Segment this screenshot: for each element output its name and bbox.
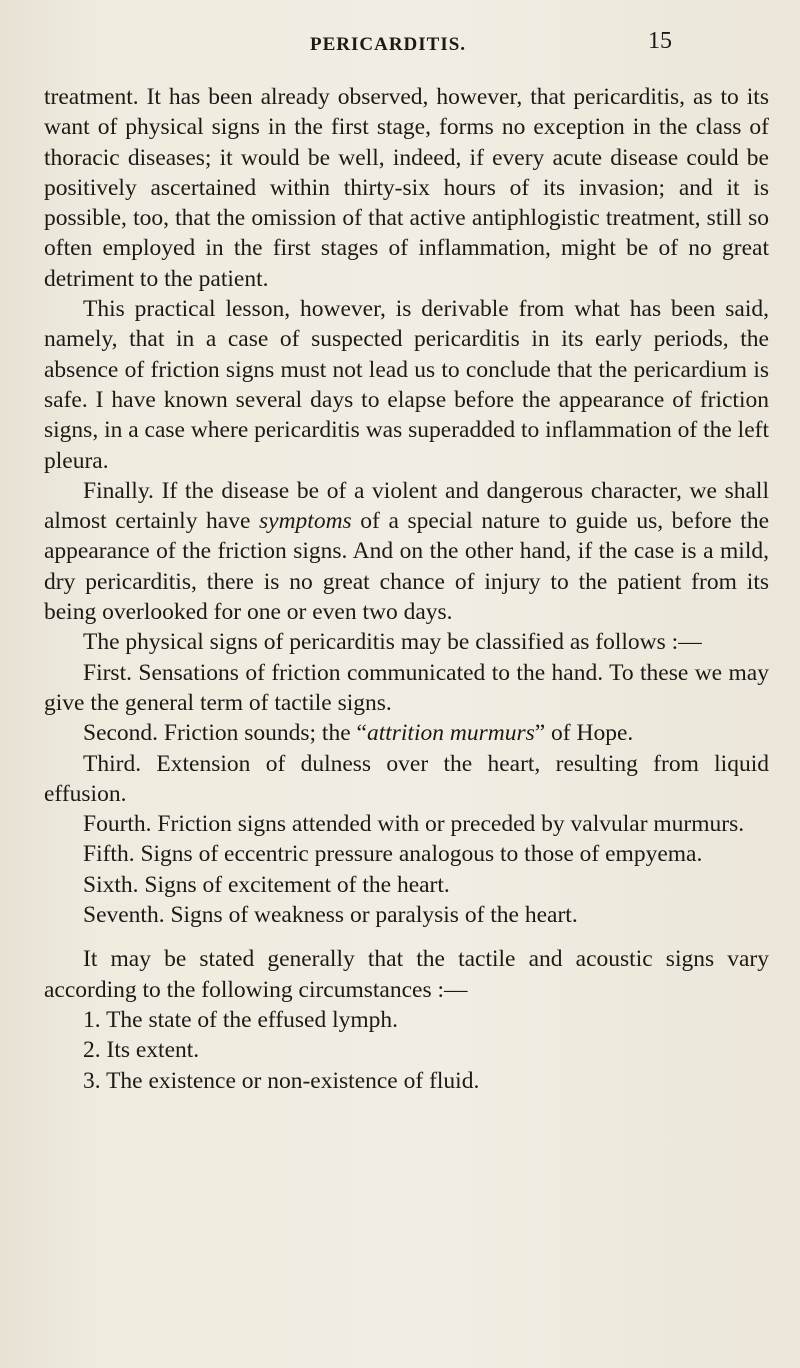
paragraph-finally [44,476,769,627]
sign-fourth: Fourth. Friction signs attended with or preceded by valvular murmurs. [83,811,745,838]
circumstance-lymph-state: 1. The state of the effused lymph. [83,1006,399,1033]
italic-attrition-murmurs: attrition murmurs [366,720,535,747]
sign-first: First. Sensations of friction communicated to the hand. To these we may give the general term of tactile signs. [44,659,769,716]
body-text [44,82,769,1096]
circumstance-extent: 2. Its extent. [83,1037,200,1064]
paragraph-treatment: treatment. It has been already observed, however, that pericarditis, as to its want of physical signs in the first stage, forms no exception in the class of thoracic diseases; it would be well, indeed, if every acute disease could be positively ascertained within thirty-six hours of its invasion; and it is possible, too, that the omission of that active antiphlogistic treatment, still so often employed in the first stages of inflammation, might be of no great detriment to the patient. [44,84,769,292]
sign-second-end: ” of Hope. [534,720,634,747]
circumstances-intro: It may be stated generally that the tactile and acoustic signs vary according to the following circumstances :— [44,946,769,1003]
running-head: PERICARDITIS. [310,34,467,55]
finally-text-start: Finally. If the disease be of a violent and dangerous character, we shall almost certainly have [44,477,769,535]
sign-second-start: Second. Friction sounds; the “ [83,720,367,747]
page-header [0,30,800,60]
sign-sixth: Sixth. Signs of excitement of the heart. [83,871,450,898]
sign-seventh: Seventh. Signs of weakness or paralysis of the heart. [83,902,578,929]
sign-second [44,718,769,748]
classification-intro: The physical signs of pericarditis may be classified as follows :— [83,629,702,656]
page-number: 15 [648,28,672,54]
sign-third: Third. Extension of dulness over the heart, resulting from liquid effusion. [44,750,769,807]
sign-fifth: Fifth. Signs of eccentric pressure analogous to those of empyema. [83,841,703,868]
finally-text-end: of a special nature to guide us, before the appearance of the friction signs. And on the other hand, if the case is a mild, dry pericarditis, there is no great chance of injury to the patient from its being overlooked for one or even two days. [44,508,769,626]
italic-symptoms: symptoms [259,508,352,535]
circumstance-fluid: 3. The existence or non-existence of fluid. [83,1067,480,1094]
paragraph-practical-lesson: This practical lesson, however, is derivable from what has been said, namely, that in a case of suspected pericarditis in its early periods, the absence of friction signs must not lead us to conclude that the pericardium is safe. I have known several days to elapse before the appearance of friction signs, in a case where pericarditis was superadded to inflammation of the left pleura. [44,296,770,474]
